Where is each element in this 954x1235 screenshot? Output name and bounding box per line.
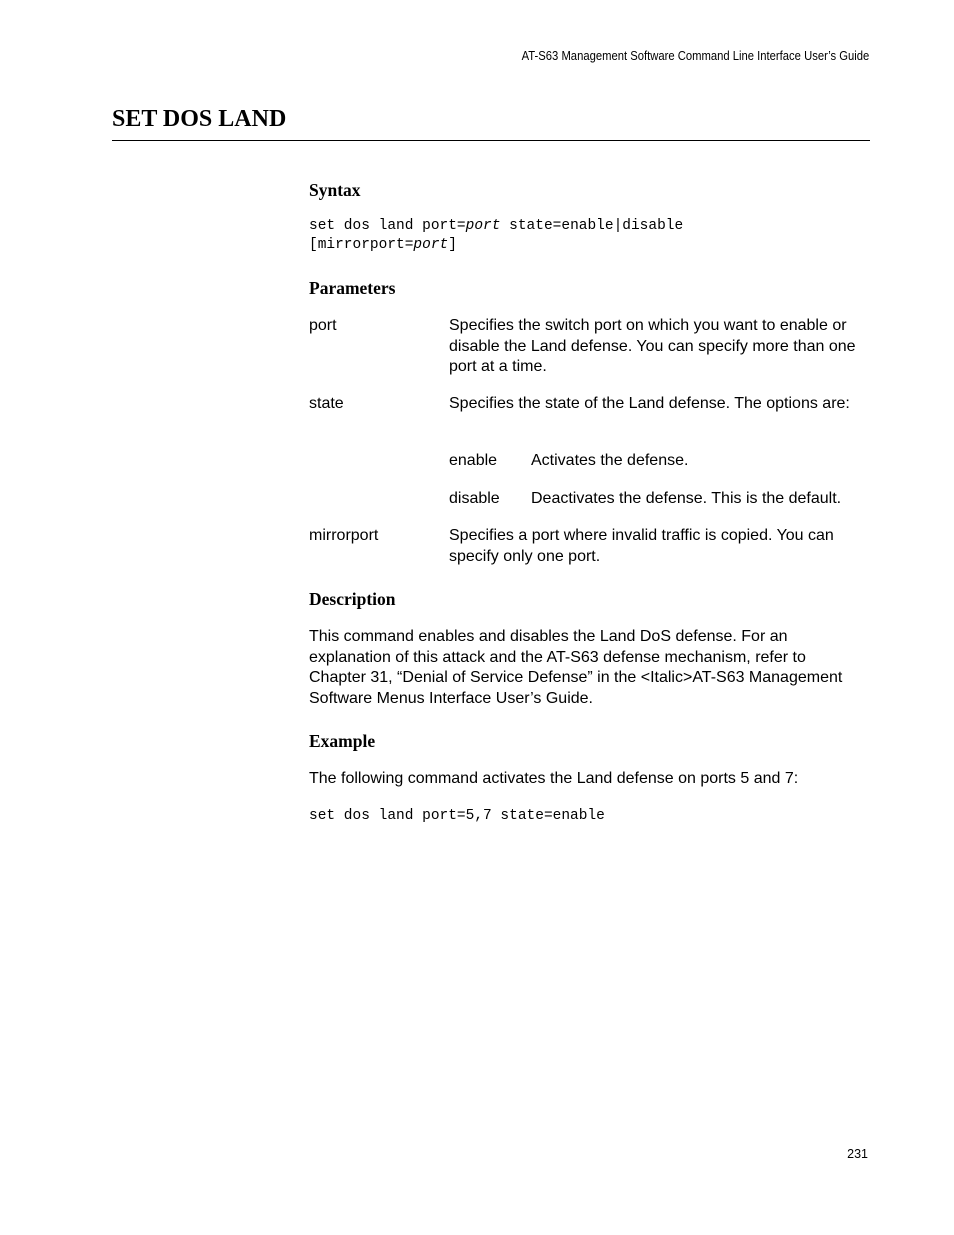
syntax-line2-prefix: [mirrorport= bbox=[309, 237, 414, 253]
parameters-heading: Parameters bbox=[309, 278, 396, 298]
option-enable-name: enable bbox=[449, 452, 498, 469]
option-disable-name: disable bbox=[449, 490, 500, 507]
description-heading: Description bbox=[309, 589, 396, 609]
syntax-line2-suffix: ] bbox=[448, 237, 457, 253]
example-text: The following command activates the Land defense on ports 5 and 7: bbox=[309, 770, 799, 787]
param-mirrorport-name: mirrorport bbox=[309, 527, 379, 544]
param-port-description: Specifies the switch port on which you want to enable or disable the Land defense. You can specify more than one port at a time. bbox=[449, 317, 856, 375]
page-title: SET DOS LAND bbox=[112, 106, 287, 132]
syntax-line1-suffix: state=enable|disable bbox=[500, 218, 684, 234]
syntax-line1-var: port bbox=[465, 218, 501, 234]
param-mirrorport-description: Specifies a port where invalid traffic is copied. You can specify only one port. bbox=[449, 527, 834, 565]
param-port-name: port bbox=[309, 317, 337, 334]
running-header: AT-S63 Management Software Command Line Interface User’s Guide bbox=[521, 49, 869, 63]
example-heading: Example bbox=[309, 731, 376, 751]
syntax-heading: Syntax bbox=[309, 180, 361, 200]
syntax-line1-prefix: set dos land port= bbox=[309, 218, 466, 234]
param-state-description: Specifies the state of the Land defense. The options are: bbox=[449, 395, 850, 412]
page-number: 231 bbox=[847, 1147, 868, 1161]
param-state-name: state bbox=[309, 395, 344, 412]
option-disable-description: Deactivates the defense. This is the default. bbox=[531, 490, 842, 507]
title-rule bbox=[112, 140, 870, 141]
description-text: This command enables and disables the Land DoS defense. For an explanation of this attack and the AT-S63 defense mechanism, refer to Chapter 31, “Denial of Service Defense” in the <Italic>AT-S63 Management Software Menus Interface User’s Guide. bbox=[309, 628, 843, 707]
syntax-line2-var: port bbox=[413, 237, 449, 253]
syntax-code bbox=[309, 217, 683, 255]
example-code: set dos land port=5,7 state=enable bbox=[309, 808, 605, 824]
option-enable-description: Activates the defense. bbox=[531, 452, 689, 469]
